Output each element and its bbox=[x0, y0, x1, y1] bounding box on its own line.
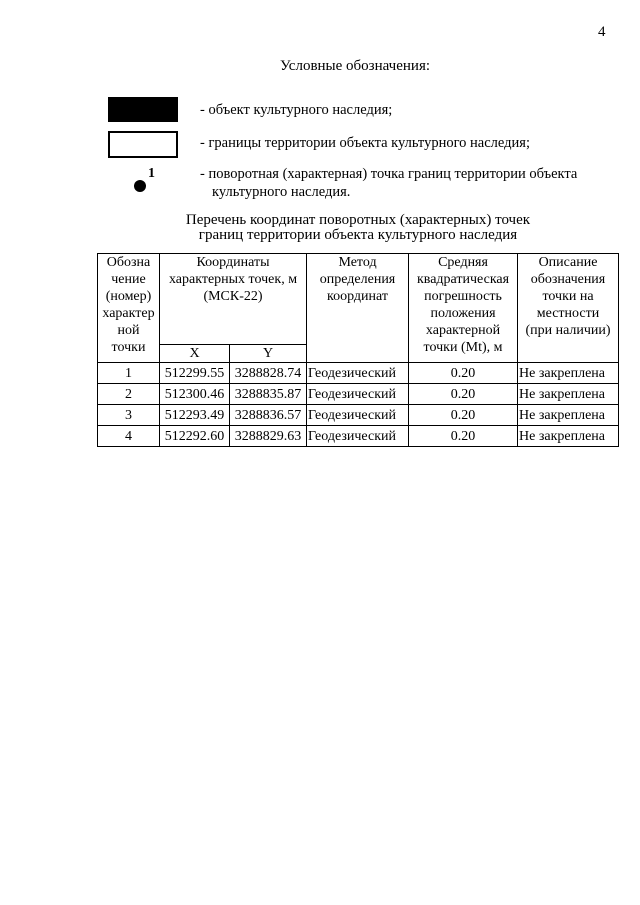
table-row bbox=[98, 384, 619, 405]
legend-title: Условные обозначения: bbox=[279, 58, 431, 74]
coordinates-table bbox=[97, 253, 619, 447]
cell-x: 512293.49 bbox=[160, 405, 230, 426]
cell-mt: 0.20 bbox=[409, 426, 518, 447]
header-description: Описание обозначения точки на местности (при наличии) bbox=[518, 254, 619, 363]
legend-item-turning-point-line1: - поворотная (характерная) точка границ территории объекта bbox=[200, 166, 578, 182]
table-row bbox=[98, 363, 619, 384]
cell-x: 512300.46 bbox=[160, 384, 230, 405]
turning-point-marker-icon bbox=[134, 180, 146, 192]
cell-y: 3288829.63 bbox=[230, 426, 307, 447]
cell-mt: 0.20 bbox=[409, 363, 518, 384]
cell-x: 512292.60 bbox=[160, 426, 230, 447]
territory-boundary-swatch bbox=[108, 131, 178, 158]
cell-num: 4 bbox=[98, 426, 160, 447]
table-title-line1: Перечень координат поворотных (характерных) точек bbox=[185, 212, 531, 228]
legend-item-turning-point bbox=[200, 165, 610, 201]
header-x: X bbox=[160, 345, 230, 363]
header-designation: Обозна чение (номер) характер ной точки bbox=[98, 254, 160, 363]
cell-num: 1 bbox=[98, 363, 160, 384]
cell-description: Не закреплена bbox=[518, 384, 619, 405]
turning-point-marker-label: 1 bbox=[148, 166, 155, 181]
cell-mt: 0.20 bbox=[409, 405, 518, 426]
header-coordinates: Координаты характерных точек, м (МСК-22) bbox=[160, 254, 307, 345]
cell-y: 3288828.74 bbox=[230, 363, 307, 384]
cell-num: 3 bbox=[98, 405, 160, 426]
cell-description: Не закреплена bbox=[518, 363, 619, 384]
cell-method: Геодезический bbox=[307, 426, 409, 447]
page-number: 4 bbox=[598, 24, 606, 40]
table-title-line2: границ территории объекта культурного наследия bbox=[198, 227, 518, 243]
table-row bbox=[98, 405, 619, 426]
cultural-heritage-object-swatch bbox=[108, 97, 178, 122]
legend-item-object: - объект культурного наследия; bbox=[200, 102, 393, 118]
legend-item-boundary: - границы территории объекта культурного наследия; bbox=[200, 135, 530, 151]
cell-x: 512299.55 bbox=[160, 363, 230, 384]
cell-method: Геодезический bbox=[307, 405, 409, 426]
cell-method: Геодезический bbox=[307, 384, 409, 405]
cell-description: Не закреплена bbox=[518, 405, 619, 426]
cell-method: Геодезический bbox=[307, 363, 409, 384]
cell-mt: 0.20 bbox=[409, 384, 518, 405]
cell-y: 3288835.87 bbox=[230, 384, 307, 405]
cell-y: 3288836.57 bbox=[230, 405, 307, 426]
table-row bbox=[98, 426, 619, 447]
legend-item-turning-point-line2: культурного наследия. bbox=[212, 184, 351, 200]
table-title bbox=[98, 213, 618, 243]
header-method: Метод определения координат bbox=[307, 254, 409, 363]
cell-description: Не закреплена bbox=[518, 426, 619, 447]
header-mean-error: Средняя квадратическая погрешность положения характерной точки (Mt), м bbox=[409, 254, 518, 363]
header-y: Y bbox=[230, 345, 307, 363]
cell-num: 2 bbox=[98, 384, 160, 405]
